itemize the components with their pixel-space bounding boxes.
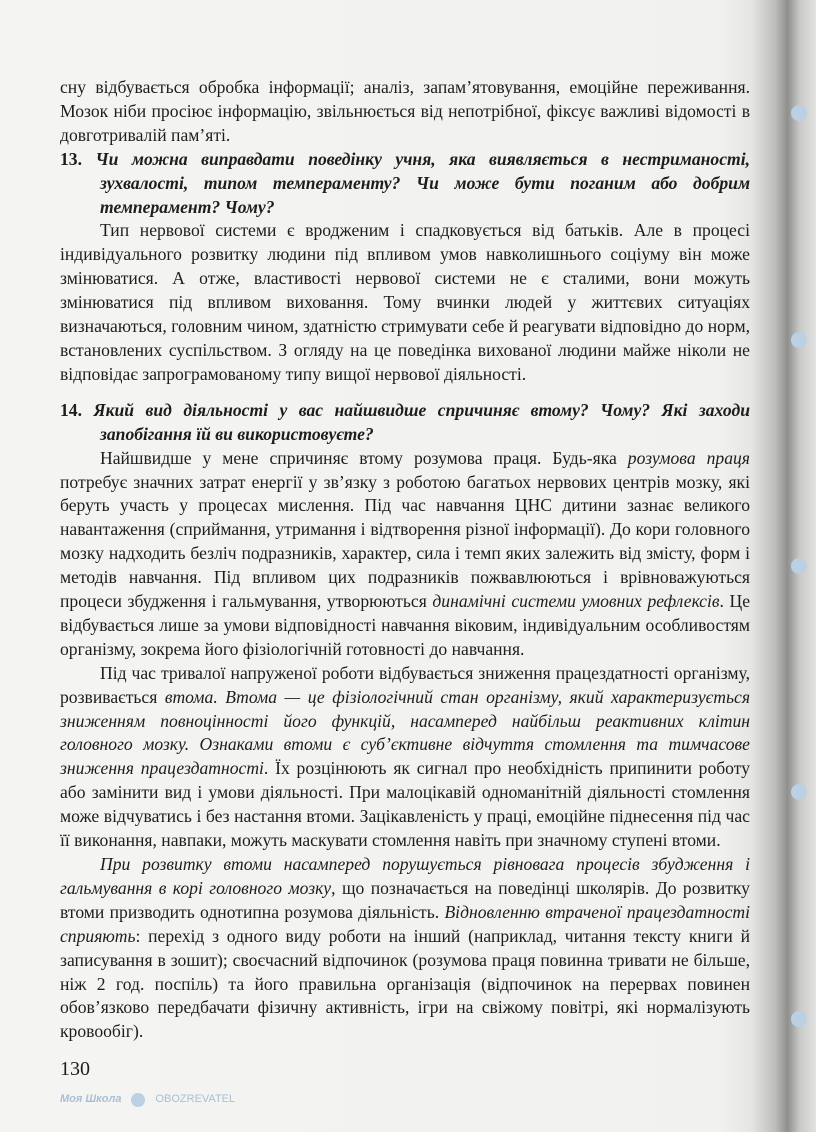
text-run: . Це відбувається лише за умови відповідності навчання віковим, індивідуальним особливостям організму, зокрема його фізіологічній готовності до навчання.	[60, 591, 751, 659]
obozrevatel-logo-icon	[791, 332, 807, 348]
emphasis: втома. Втома — це фізіологічний стан організму, який характеризується зниженням повноцінності його функцій, насамперед найбільш реактивних клітин головного мозку. Ознаками втоми є суб’єктивне відчуття стомлення та тимчасове зниження працездатності	[60, 686, 750, 779]
text-run: Під час тривалої напруженої роботи відбувається зниження працездатності організму, розвивається	[60, 662, 750, 707]
watermark-brand-primary: Моя Школа	[60, 1093, 122, 1106]
obozrevatel-logo-icon	[791, 1011, 807, 1027]
watermark	[60, 1088, 750, 1112]
answer-14-paragraph-1	[60, 447, 750, 662]
question-text: Який вид діяльності у вас найшвидше спричиняє втому? Чому? Які заходи запобігання їй ви використовуєте?	[93, 399, 750, 444]
question-text: Чи можна виправдати поведінку учня, яка виявляється в нестриманості, зухвалості, типом темпераменту? Чи може бути поганим або добрим темперамент? Чому?	[95, 148, 750, 217]
question-13	[60, 148, 750, 220]
emphasis: Відновленню втраченої працездатності сприяють	[60, 901, 750, 946]
watermark-logo-strip	[786, 0, 812, 1132]
answer-14-paragraph-3	[60, 853, 750, 1044]
emphasis: динамічні системи умовних рефлексів	[432, 591, 720, 612]
question-number: 13.	[60, 148, 82, 169]
text-run: , що позначається на поведінці школярів. До розвитку втоми призводить однотипна розумова діяльність.	[60, 877, 750, 922]
text-run: : перехід з одного виду роботи на інший (наприклад, читання тексту книги й записування в зошит); своєчасний відпочинок (розумова праця повинна тривати не більше, ніж 2 год. поспіль) та його правильна організація (відпочинок на перервах повинен обов’язково передбачати фізичну активність, ігри на свіжому повітрі, які нормалізують кровообіг).	[60, 925, 750, 1042]
text-run: Найшвидше у мене спричиняє втому розумова праця. Будь-яка	[100, 447, 628, 468]
intro-paragraph: сну відбувається обробка інформації; аналіз, запам’ятовування, емоційне переживання. Мозок ніби просіює інформацію, звільнюється від непотрібної, фіксує важливі відомості в довготривалій пам’яті.	[60, 77, 750, 145]
obozrevatel-logo-icon	[791, 784, 807, 800]
answer-14-paragraph-2	[60, 662, 750, 853]
emphasis: При розвитку втоми насамперед порушується рівновага процесів збудження і гальмування в корі головного мозку	[60, 854, 750, 898]
obozrevatel-logo-icon	[791, 558, 807, 574]
question-number: 14.	[60, 399, 82, 420]
obozrevatel-logo-icon	[131, 1093, 145, 1107]
page-number: 130	[60, 1058, 90, 1081]
page-content	[60, 76, 750, 1112]
answer-13: Тип нервової системи є вродженим і спадковується від батьків. Але в процесі індивідуального розвитку людини під впливом умов навколишнього соціуму він може змінюватися. А отже, властивості нервової системи не є сталими, вони можуть змінюватися під впливом виховання. Тому вчинки людей у життєвих ситуаціях визначаються, головним чином, здатністю стримувати себе й реагувати відповідно до норм, встановлених суспільством. З огляду на це поведінка вихованої людини майже ніколи не відповідає запрограмованому типу вищої нервової діяльності.	[60, 220, 750, 384]
question-14	[60, 399, 750, 447]
text-run: потребує значних затрат енергії у зв’язку з роботою багатьох нервових центрів мозку, які беруть участь у процесах мислення. Під час навчання ЦНС дитини зазнає великого навантаження (сприймання, утримання і відтворення різної інформації). До кори головного мозку надходить безліч подразників, характер, сила і темп яких залежить від змісту, форм і методів навчання. Під впливом цих подразників пожвавлюються і врівноважуються процеси збудження і гальмування, утворюються	[60, 471, 750, 612]
emphasis: розумова праця	[627, 447, 750, 468]
obozrevatel-logo-icon	[791, 105, 807, 121]
text-run: . Їх розцінюють як сигнал про необхідність припинити роботу або замінити вид і умови діяльності. При малоцікавій одноманітній діяльності стомлення може відчуватись і без настання втоми. Зацікавленість у праці, емоційне піднесення під час її виконання, навпаки, можуть маскувати стомлення навіть при значному ступені втоми.	[60, 758, 751, 851]
watermark-brand-secondary: OBOZREVATEL	[155, 1093, 236, 1106]
